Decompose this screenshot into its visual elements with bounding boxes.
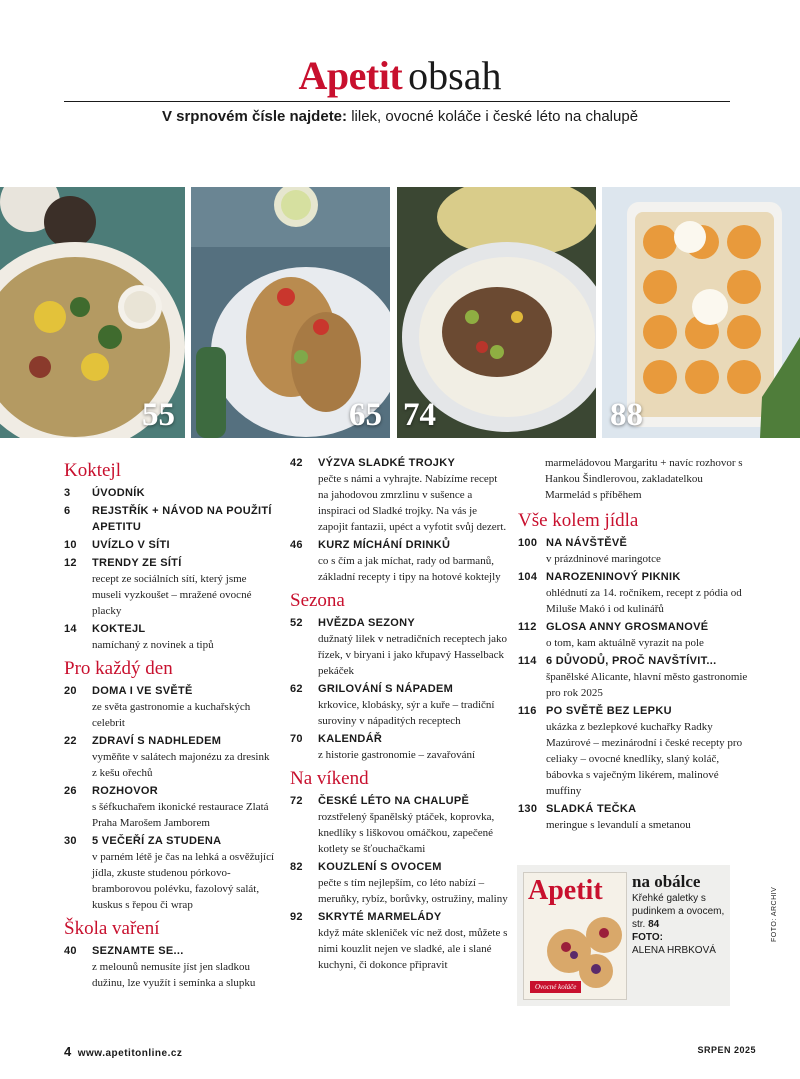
cover-text	[632, 872, 728, 957]
brand-logo: Apetit	[298, 53, 403, 98]
toc-column-2	[290, 455, 508, 975]
toc-entry[interactable]: 30 5 VEČEŘÍ ZA STUDENA v parném létě je čas na lehká a osvěžující jídla, zkuste studenou pórkovo-bramborovou polévku, fazolový salát, kuskus s řepou či wrap	[64, 835, 275, 911]
cover-box[interactable]	[517, 865, 730, 1006]
toc-entry[interactable]: 72 ČESKÉ LÉTO NA CHALUPĚ rozstřelený španělský ptáček, koprovka, knedlíky s liškovou omáčkou, zapečené kotlety se šťouchačkami	[290, 793, 508, 857]
toc-entry-desc: z historie gastronomie – zavařování	[318, 749, 476, 761]
photo-salad[interactable]	[0, 187, 185, 438]
toc-entry-desc: namíchaný z novinek a tipů	[92, 639, 214, 651]
section-title-koktejl: Koktejl	[64, 460, 121, 481]
toc-entry-desc: dužnatý lilek v netradičních receptech jako řízek, v biryani i jako křupavý Hasselback pekáček	[318, 633, 508, 677]
photo-eggplant[interactable]	[191, 187, 390, 438]
cover-heading: na obálce	[632, 872, 701, 891]
toc-entry[interactable]: 26 ROZHOVOR s šéfkuchařem ikonické restaurace Zlatá Praha Marošem Jamborem	[64, 783, 276, 831]
cover-tag: Ovocné koláče	[530, 981, 581, 993]
site-url[interactable]: www.apetitonline.cz	[77, 1048, 183, 1059]
photo-apricot-cake[interactable]	[602, 187, 800, 438]
toc-entry[interactable]: 104 NAROZENINOVÝ PIKNIK ohlédnutí za 14. ročníkem, recept z pódia od Miluše Makó i od kulinářů	[518, 569, 750, 617]
toc-entry[interactable]: 52 HVĚZDA SEZONY dužnatý lilek v netradičních receptech jako řízek, v biryani i jako křupavý Hasselback pekáček	[290, 617, 508, 677]
footer-left	[64, 1044, 182, 1059]
photo-page-number: 55	[142, 397, 175, 433]
toc-entry-desc: v parném létě je čas na lehká a osvěžující jídla, zkuste studenou pórkovo-bramborovou polévku, fazolový salát, kuskus s řepou či wrap	[92, 851, 275, 911]
issue-label: SRPEN 2025	[697, 1045, 756, 1055]
toc-entry[interactable]: 62 GRILOVÁNÍ S NÁPADEM krkovice, klobásky, sýr a kuře – tradiční suroviny v nápaditých receptech	[290, 681, 508, 729]
toc-entry-desc: s šéfkuchařem ikonické restaurace Zlatá Praha Marošem Jamborem	[92, 801, 269, 829]
cover-brand: Apetit	[528, 875, 603, 906]
toc-entry[interactable]: 92 SKRYTÉ MARMELÁDY když máte skleniček víc než dost, můžete s nimi kouzlit nejen ve sladké, ale i slané kuchyni, či dokonce připravit	[290, 911, 508, 971]
section-title-vse-kolem-jidla: Vše kolem jídla	[518, 510, 639, 531]
toc-entry[interactable]: 100 NA NÁVŠTĚVĚ v prázdninové maringotce	[518, 535, 750, 567]
toc-entry[interactable]: 12 TRENDY ZE SÍTÍ recept ze sociálních sítí, který jsme museli vyzkoušet – mražené ovocné placky	[64, 555, 276, 619]
issue-subline	[0, 108, 800, 125]
toc-entry[interactable]: 130 SLADKÁ TEČKA meringue s levandulí a smetanou	[518, 801, 750, 833]
toc-entry[interactable]: 42 VÝZVA SLADKÉ TROJKY pečte s námi a vyhrajte. Nabízíme recept na jahodovou zmrzlinu v sušence a inspiraci od Sladké trojky. Na vás je zapojit fantazii, upéct a vyfotit svůj dezert.	[290, 457, 507, 533]
toc-column-1	[64, 455, 276, 993]
toc-entry-desc: v prázdninové maringotce	[546, 553, 661, 565]
toc-entry-desc: pečte s tím nejlepším, co léto nabízí – meruňky, rybíz, borůvky, ostružiny, maliny	[318, 877, 508, 905]
toc-entry[interactable]: 10 UVÍZLO V SÍTI	[64, 539, 170, 551]
section-title-sezona: Sezona	[290, 590, 345, 611]
toc-entry[interactable]: 112 GLOSA ANNY GROSMANOVÉ o tom, kam aktuálně vyrazit na pole	[518, 619, 750, 651]
side-photo-credit: FOTO: ARCHIV	[771, 886, 778, 942]
toc-entry[interactable]: 70 KALENDÁŘ z historie gastronomie – zavařování	[290, 731, 508, 763]
subline-lead: V srpnovém čísle najdete:	[161, 108, 348, 125]
cover-thumbnail	[523, 872, 627, 1000]
page-title: obsah	[408, 53, 502, 98]
toc-entry-desc: z melounů nemusíte jíst jen sladkou dužinu, lze využít i semínka a slupku	[92, 961, 256, 989]
photo-page-number: 74	[403, 397, 436, 433]
toc-column-3	[518, 455, 750, 835]
toc-entry-desc: krkovice, klobásky, sýr a kuře – tradiční suroviny v nápaditých receptech	[318, 699, 495, 727]
toc-entry[interactable]: 116 PO SVĚTĚ BEZ LEPKU ukázka z bezlepkové kuchařky Radky Mazúrové – mezinárodní i české recepty pro celiaky – ovocné knedlíky, slaný koláč, bábovka s vaječným likérem, malinové muffiny	[518, 703, 750, 799]
toc-entry[interactable]: 114 6 DŮVODŮ, PROČ NAVŠTÍVIT... španělské Alicante, hlavní město gastronomie pro rok 2025	[518, 653, 750, 701]
title-rule	[64, 101, 730, 102]
cover-page: 84	[648, 919, 660, 930]
toc-entry[interactable]: 6 REJSTŘÍK + NÁVOD NA POUŽITÍ APETITU	[64, 505, 272, 533]
toc-entry-desc: pečte s námi a vyhrajte. Nabízíme recept na jahodovou zmrzlinu v sušence a inspiraci od Sladké trojky. Na vás je zapojit fantazii, upéct a vyfotit svůj dezert.	[318, 473, 507, 533]
cover-foto-label: FOTO:	[632, 932, 663, 943]
toc-entry-desc: ohlédnutí za 14. ročníkem, recept z pódia od Miluše Makó i od kulinářů	[546, 587, 742, 615]
toc-continuation: marmeládovou Margaritu + navíc rozhovor s Hankou Šindlerovou, zakladatelkou Marmelád s příběhem	[545, 457, 743, 501]
toc-entry-desc: rozstřelený španělský ptáček, koprovka, knedlíky s liškovou omáčkou, zapečené kotlety se šťouchačkami	[318, 811, 495, 855]
section-title-skola-vareni: Škola vaření	[64, 918, 160, 939]
toc-entry[interactable]: 40 SEZNAMTE SE... z melounů nemusíte jíst jen sladkou dužinu, lze využít i semínka a slupku	[64, 943, 276, 991]
toc-entry[interactable]: 46 KURZ MÍCHÁNÍ DRINKŮ co s čím a jak míchat, rady od barmanů, základní recepty i tipy na hotové koktejly	[290, 537, 508, 585]
toc-entry-desc: vyměňte v salátech majonézu za dresink z kešu ořechů	[92, 751, 270, 779]
toc-entry-desc: ukázka z bezlepkové kuchařky Radky Mazúrové – mezinárodní i české recepty pro celiaky – ovocné knedlíky, slaný koláč, bábovka s vaječným likérem, malinové muffiny	[546, 721, 743, 797]
toc-entry-desc: když máte skleniček víc než dost, můžete s nimi kouzlit nejen ve sladké, ale i slané kuchyni, či dokonce připravit	[318, 927, 508, 971]
toc-entry-desc: recept ze sociálních sítí, který jsme museli vyzkoušet – mražené ovocné placky	[92, 573, 252, 617]
page-number: 4	[64, 1044, 72, 1059]
subline-rest: lilek, ovocné koláče i české léto na chalupě	[347, 108, 639, 125]
toc-entry-desc: meringue s levandulí a smetanou	[546, 819, 691, 831]
toc-entry-desc: o tom, kam aktuálně vyrazit na pole	[546, 637, 704, 649]
photo-page-number: 88	[610, 397, 643, 433]
section-title-pro-kazdy-den: Pro každý den	[64, 658, 173, 679]
toc-entry[interactable]: 82 KOUZLENÍ S OVOCEM pečte s tím nejlepším, co léto nabízí – meruňky, rybíz, borůvky, ostružiny, maliny	[290, 861, 508, 905]
toc-entry-desc: ze světa gastronomie a kuchařských celebrit	[92, 701, 251, 729]
cover-description: Křehké galetky s pudinkem a ovocem, str.	[632, 893, 725, 930]
photo-page-number: 65	[349, 397, 382, 433]
cover-foto-name: ALENA HRBKOVÁ	[632, 945, 716, 956]
toc-entry[interactable]: 14 KOKTEJL namíchaný z novinek a tipů	[64, 621, 276, 653]
photo-meat[interactable]	[397, 187, 596, 438]
toc-entry-desc: španělské Alicante, hlavní město gastronomie pro rok 2025	[546, 671, 748, 699]
toc-entry[interactable]: 20 DOMA I VE SVĚTĚ ze světa gastronomie a kuchařských celebrit	[64, 683, 276, 731]
masthead	[0, 52, 800, 99]
toc-entry-desc: co s čím a jak míchat, rady od barmanů, základní recepty i tipy na hotové koktejly	[318, 555, 501, 583]
toc-entry[interactable]: 22 ZDRAVÍ S NADHLEDEM vyměňte v salátech majonézu za dresink z kešu ořechů	[64, 733, 276, 781]
toc-entry[interactable]: 3 ÚVODNÍK	[64, 487, 145, 499]
section-title-na-vikend: Na víkend	[290, 768, 369, 789]
